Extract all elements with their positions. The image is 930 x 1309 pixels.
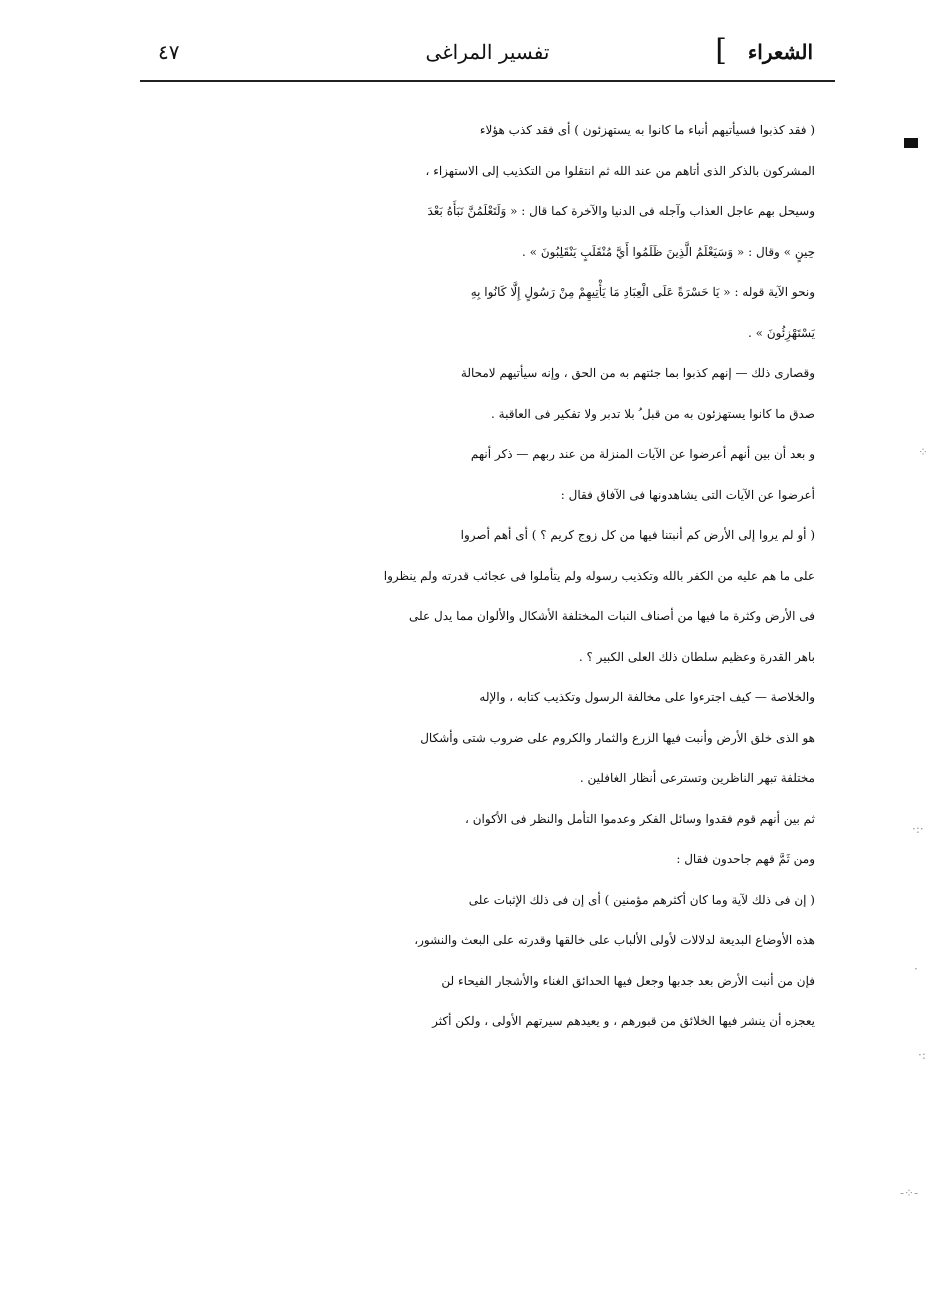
surah-title: الشعراء xyxy=(747,40,813,64)
paragraph xyxy=(115,880,841,1042)
text-line: أعرضوا عن الآيات التى يشاهدونها فى الآفاق فقال : xyxy=(560,487,815,502)
paragraph xyxy=(115,434,841,515)
text-line: المشركون بالذكر الذى أتاهم من عند الله ثم انتقلوا من التكذيب إلى الاستهزاء ، xyxy=(425,163,815,178)
text-line: على ما هم عليه من الكفر بالله وتكذيب رسوله ولم يتأملوا فى عجائب قدرته ولم ينظروا xyxy=(383,568,815,583)
margin-speck: ⁘ xyxy=(918,445,929,459)
text-line: وسيحل بهم عاجل العذاب وآجله فى الدنيا والآخرة كما قال : « وَلَتَعْلَمُنَّ نَبَأَهُ بَعْدَ xyxy=(427,204,815,218)
text-line: فإن من أنبت الأرض بعد جدبها وجعل فيها الحدائق الغناء والأشجار الفيحاء لن xyxy=(441,973,815,988)
text-line: ونحو الآية قوله : « يَا حَسْرَةً عَلَى الْعِبَادِ مَا يَأْتِيهِمْ مِنْ رَسُولٍ إِلَّا كَانُوا بِهِ xyxy=(470,285,815,299)
text-line: هذه الأوضاع البديعة لدلالات لأولى الألباب على خالقها وقدرته على البعث والنشور، xyxy=(414,933,815,947)
text-line: وقصارى ذلك — إنهم كذبوا بما جئتهم به من الحق ، وإنه سيأتيهم لامحالة xyxy=(460,366,815,380)
text-line: يَسْتَهْزِئُونَ » . xyxy=(748,325,815,340)
page-number: ٤٧ xyxy=(158,40,180,64)
text-line: و بعد أن بين أنهم أعرضوا عن الآيات المنزلة من عند ربهم — ذكر أنهم xyxy=(470,447,815,461)
margin-speck: ·: xyxy=(918,1048,926,1062)
text-line: ( فقد كذبوا فسيأتيهم أنباء ما كانوا به يستهزئون ) أى فقد كذب هؤلاء xyxy=(479,123,815,137)
text-line: باهر القدرة وعظيم سلطان ذلك العلى الكبير ؟ . xyxy=(578,649,815,664)
text-line: حِينٍ » وقال : « وَسَيَعْلَمُ الَّذِينَ ظَلَمُوا أَيَّ مُنْقَلَبٍ يَنْقَلِبُونَ » . xyxy=(522,244,815,259)
margin-speck: -⁘- xyxy=(900,1186,919,1200)
header-rule xyxy=(140,80,835,82)
header-bracket: ] xyxy=(715,33,727,68)
text-line: هو الذى خلق الأرض وأنبت فيها الزرع والثمار والكروم على ضروب شتى وأشكال xyxy=(420,730,815,745)
text-line: ( أو لم يروا إلى الأرض كم أنبتنا فيها من كل زوج كريم ؟ ) أى أهم أصروا xyxy=(460,528,815,542)
text-line: ( إن فى ذلك لآية وما كان أكثرهم مؤمنين ) أى إن فى ذلك الإثبات على xyxy=(468,892,815,907)
text-line: فى الأرض وكثرة ما فيها من أصناف النبات المختلفة الأشكال والألوان مما يدل على xyxy=(409,609,815,623)
text-line: ومن ثَمَّ فهم جاحدون فقال : xyxy=(676,852,815,866)
book-title: تفسير المراغى xyxy=(425,40,550,64)
text-line: يعجزه أن ينشر فيها الخلائق من قبورهم ، و يعيدهم سيرتهم الأولى ، ولكن أكثر xyxy=(432,1014,815,1028)
text-line: مختلفة تبهر الناظرين وتسترعى أنظار الغافلين . xyxy=(579,771,815,785)
paragraph xyxy=(115,110,841,272)
margin-speck: · xyxy=(914,962,918,976)
text-line: ثم بين أنهم قوم فقدوا وسائل الفكر وعدموا التأمل والنظر فى الأكوان ، xyxy=(465,811,815,826)
paragraph xyxy=(115,677,841,799)
text-line: صدق ما كانوا يستهزئون به من قبل ُ بلا تدبر ولا تفكير فى العاقبة . xyxy=(491,406,815,421)
paragraph xyxy=(115,515,841,677)
page-header xyxy=(140,34,835,82)
margin-mark xyxy=(904,138,918,148)
paragraph xyxy=(115,799,841,880)
paragraph xyxy=(115,272,841,353)
body-text xyxy=(115,110,841,1042)
paragraph xyxy=(115,353,841,434)
text-line: والخلاصة — كيف اجترءوا على مخالفة الرسول وتكذيب كتابه ، والإله xyxy=(479,690,815,704)
margin-speck: ·:· xyxy=(912,822,924,836)
